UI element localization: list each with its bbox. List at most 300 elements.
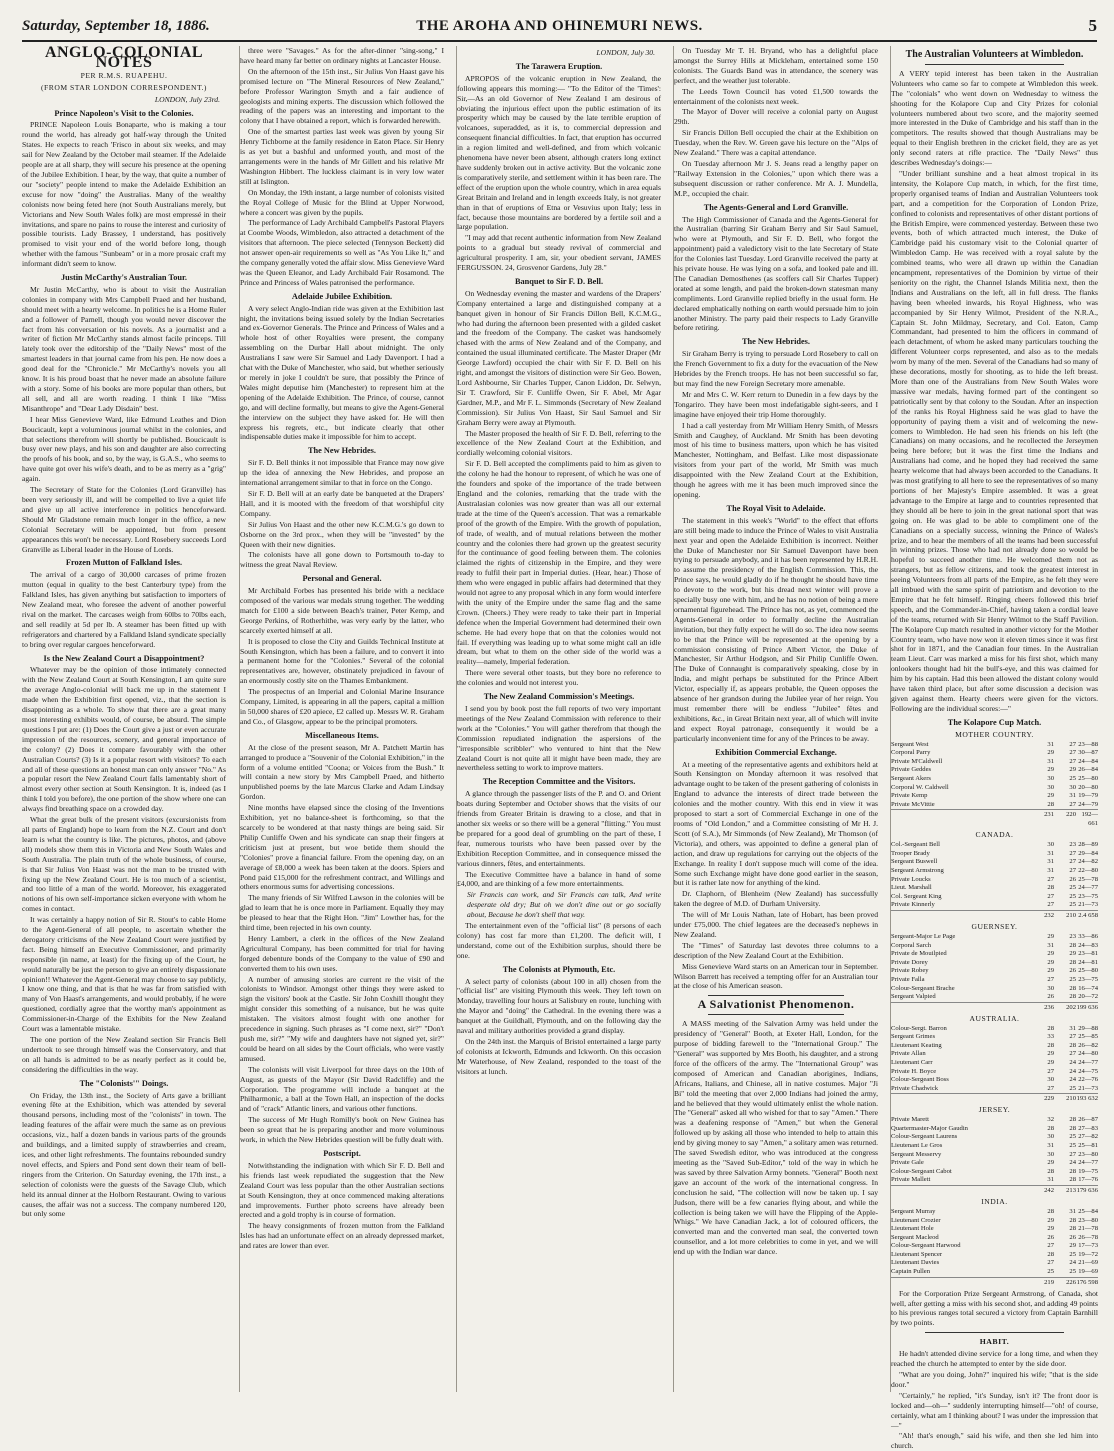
column-3 — [456, 46, 661, 1392]
score-500: 28 — [1069, 993, 1076, 1001]
article-paragraph: I had a call yesterday from Mr William Henry Smith, of Messrs Smith and Caughey, of Auckland. Mr Smith has been devoting most of his time to business matters, upon which he has visited Manchester, Nottingham, and Belfast. Like most dispassionate visitors from your part of the world, Mr Smith was much disappointed with the New Zealand Court at the Exhibition, though he agrees with me it has been much improved since the opening. — [674, 420, 878, 499]
player-name: Lieutenant Davies — [891, 1259, 940, 1267]
article-paragraph: On Tuesday afternoon Mr J. S. Jeans read a lengthy paper on "Railway Extension in the Colonies," upon which there was a subsequent discussion or rather conference. Mr A. J. Mundella, M.P., occupied the chair. — [674, 158, 878, 198]
player-name: Private Geddes — [891, 766, 932, 774]
score-500: 25 — [1069, 1142, 1076, 1150]
section-heading: The Royal Visit to Adelaide. — [726, 503, 826, 513]
team-total: 229 — [1044, 1095, 1054, 1103]
score-row — [891, 942, 1098, 951]
score-600-total: 23—80 — [1078, 1216, 1098, 1224]
score-600-total: 24—77 — [1078, 1058, 1098, 1066]
article-paragraph: The Leeds Town Council has voted £1,500 towards the entertainment of the colonists next week. — [674, 86, 878, 106]
score-row — [891, 867, 1098, 876]
score-row — [891, 967, 1098, 976]
score-500: 27 — [1069, 858, 1076, 866]
score-500: 25 — [1069, 1250, 1076, 1258]
score-200: 30 — [1047, 1076, 1054, 1084]
team-total: 199 636 — [1076, 1003, 1098, 1011]
section-heading: The "Colonists'" Doings. — [79, 1078, 169, 1088]
article-paragraph: A very select Anglo-Indian ride was given at the Exhibition last night, the invitations being issued solely by the Indian Secretaries and ex-Governor Generals. The Prince and Princess of Wales and a whole host of other Royalties were present, the company assembling on the Durbar Hall about midnight. The only Australians I saw were Sir Samuel and Lady Davenport. I had a chat with the Duke of Manchester, who said, but whether seriously or merely in joke I couldn't be sure, that possibly the Prince of Wales might deputise him (Manchester) to represent him at the opening of the Adelaide Exhibition. The Prince, of course, cannot go, and will decline formally, but means to give the Agent-General the interview on the subject they have asked for. He will then express his regrets, etc., but indicate clearly that other indispensable duties make it impossible for him to accept. — [240, 303, 444, 442]
score-row — [891, 1208, 1098, 1217]
article-paragraph: I send you by book post the full reports of two very important meetings of the New Zealand Commission with reference to their work at the "Colonies." You will gather therefrom that though the Commission repudiated indignation the aspersions of the "irresponsible scribbler" who ventured to hint that the New Zealand Court is not quite all it might have been made, they are nevertheless setting to work to improve matters. — [457, 704, 661, 773]
score-600-total: 19—75 — [1078, 1167, 1098, 1175]
article-paragraph: Notwithstanding the indignation with which Sir F. D. Bell and his friends last week repudiated the suggestion that the New Zealand Court was less popular than the other Australian sections at South Kensington, they at once commenced making alterations and improvements. Further photo screens have already been erected and a gold trophy is in course of formation. — [240, 1160, 444, 1220]
player-name: Lieut. Marshall — [891, 884, 932, 892]
score-500: 28 — [1069, 1225, 1076, 1233]
score-200: 31 — [1047, 858, 1054, 866]
player-name: Sergeant West — [891, 740, 929, 748]
player-name: Lieutenant Carr — [891, 1058, 933, 1066]
team-total-row — [891, 1093, 1098, 1103]
column-5 — [890, 46, 1098, 1451]
article-paragraph: Dr. Claphorn, of Blenheim (New Zealand) has successfully taken the degree of M.D. of Durham University. — [674, 889, 878, 909]
article-paragraph: On Tuesday Mr T. H. Bryand, who has a delightful place amongst the Surrey Hills at Mickleham, entertained some 150 colonists. The Guards Band was in attendance, the scenery was perfect, and the weather just tolerable. — [674, 46, 878, 85]
score-row — [891, 1133, 1098, 1142]
score-500: 25 — [1069, 975, 1076, 983]
team-total: 176 598 — [1076, 1278, 1098, 1286]
score-row — [891, 1050, 1098, 1059]
article-paragraph: A select party of colonists (about 100 in all) chosen from the "official list" are visiting Plymouth this week. They left town on Monday, travelling four hours at Salisbury en route, lunching with the Mayor and "doing" the Cathedral. In the evening there was a banquet at the Guildhall, Plymouth, and on the following day the naval and military authorities provided a grand display. — [457, 976, 661, 1036]
score-500: 28 — [1069, 1116, 1076, 1124]
score-200: 29 — [1047, 749, 1054, 757]
score-200: 28 — [1047, 884, 1054, 892]
article-paragraph: Mr and Mrs C. W. Kerr return to Dunedin in a few days by the Tongariro. They have been most indefatigable sight-seers, and I imagine have enjoyed their trip Home thoroughly. — [674, 389, 878, 419]
player-name: Private H. Boyce — [891, 1067, 937, 1075]
score-row — [891, 876, 1098, 885]
score-500: 24 — [1069, 1259, 1076, 1267]
score-500: 27 — [1069, 749, 1076, 757]
article-paragraph: Henry Lambert, a clerk in the offices of the New Zealand Agricultural Company, has been committed for trial for having forged debenture bonds of the Company to the value of £90 and converted them to his own uses. — [240, 933, 444, 973]
team-total: 202 — [1066, 1003, 1076, 1011]
score-600-total: 17—76 — [1078, 1176, 1098, 1184]
score-500: 27 — [1069, 849, 1076, 857]
score-500: 28 — [1069, 941, 1076, 949]
team-total: 219 — [1044, 1278, 1054, 1286]
score-row — [891, 1059, 1098, 1068]
team-total — [891, 911, 1032, 920]
team-total: 242 — [1044, 1187, 1054, 1194]
article-paragraph: The Secretary of State for the Colonies (Lord Granville) has been very seriously ill, and will be compelled to live a quiet life and give up all active interference in politics henceforward. Should Mr Gladstone remain much longer in the office, a new Colonial Secretary will be appointed, but from present appearances this won't be necessary. Lord Rosebery succeeds Lord Granville as Liberal leader in the House of Lords. — [22, 485, 226, 554]
article-paragraph: One of the smartest parties last week was given by young Sir Henry Tichborne at the family residence in Eaton Place. Sir Henry is as yet but a bashful and unformed youth, and most of the arrangements were in the hands of Mr Gillett and his relative Mr Washington Hibbert. The luckless claimant is in very low water still at Islington. — [240, 127, 444, 186]
player-name: Col. Sergeant King — [891, 892, 942, 900]
article-paragraph: Sir F. D. Bell thinks it not impossible that France may now give up the idea of annexing the New Hebrides, and propose an international arrangement similar to that in force on the Congo. — [240, 458, 444, 488]
section-rule — [925, 1332, 1064, 1333]
score-500: 24 — [1069, 1058, 1076, 1066]
article-paragraph: I hear Miss Genevieve Ward, like Edmund Leathes and Dion Boucicault, kept a voluminous journal whilst in the colonies, and that selections therefrom will shortly be published. Boucicault is busy over new plays, and his son and daughter are also correcting the proofs of his book, and so, by the way, is G.A.S., who seems to have quite got over his wife's death, and to be as merry as a "grig" again. — [22, 414, 226, 484]
score-600-total: 24—75 — [1078, 1067, 1098, 1075]
score-200: 27 — [1047, 975, 1054, 983]
section-heading: Adelaide Jubilee Exhibition. — [291, 291, 393, 301]
score-600-total: 25—85 — [1078, 1033, 1098, 1041]
score-600-total: 19—72 — [1078, 1250, 1098, 1258]
score-row — [891, 1234, 1098, 1243]
score-200: 28 — [1047, 1207, 1054, 1215]
score-500: 26 — [1069, 1233, 1076, 1241]
score-200: 31 — [1047, 740, 1054, 748]
article-paragraph: He hadn't attended divine service for a long time, and when they reached the church he attempted to enter by the side door. — [891, 1349, 1098, 1369]
score-row — [891, 950, 1098, 959]
player-name: Lieutenant Le Gros — [891, 1142, 943, 1150]
score-200: 29 — [1047, 792, 1054, 800]
article-paragraph: PRINCE Napoleon Louis Bonaparte, who is making a tour round the world, has already got half-way through the United States. He expects to reach 'Frisco in about six weeks, and may sail for New Zealand by the October mail steamer. If the Adelaide people are at all sharp, they will secure his presence at the opening of the Jubilee Exhibition. I hear, by the way, that quite a number of our "society" people intend to make the Adelaide Exhibition an excuse for now "doing" the Australias. Many of the wealthy colonists now being feted here (not South Australians merely, but Victorians and New South Wales folk) are most empressé in their invitations, and spare no pains to rouse the interest and curiosity of possible tourists. Lady Brassey, I understand, has positively promised to visit your end of the world before long, though whether with the famous "Sunbeam" or in a more prosaic craft my informant didn't seem to know. — [22, 120, 226, 269]
score-600-total: 29—84 — [1078, 849, 1098, 857]
article-paragraph: Mr Justin McCarthy, who is about to visit the Australian colonies in company with Mrs Campbell Praed and her husband, should meet with a hearty welcome. In politics he is a Home Ruler and a follower of Parnell, though you would never discover the fact from his conversation or his novels. As a journalist and a writer of fiction Mr McCarthy stands almost facile princeps. Till lately took over the editorship of the "Daily News" most of the smartest leaders in that journal came from his pen. He now does a good deal for the "Chronicle." Mr McCarthy's novels you all know. It is his proud boast that he never made an absolute failure with a story. Some of his books are more popular than others, but all sell, and all are worth reading. I think I like "Miss Misanthrope" and "Dear Lady Disdain" best. — [22, 284, 226, 413]
team-name: INDIA. — [981, 1197, 1008, 1206]
article-paragraph: The High Commissioner of Canada and the Agents-General for the Australian (barring Sir Graham Berry and Sir Saul Samuel, who were at Plymouth, and Sir F. D. Bell, who forgot the appointment) paid a valedictory visit to the late Secretary of State for the Colonies last Tuesday. Lord Granville received the party at his private house. He was lying on a sofa, and looked pale and ill. The Canadian Demosthenes (as scoffers call Sir Charles Tupper) orated at some length, and paid the broken-down statesman many compliments. Lord Granville replied briefly in the usual form. He declared emphatically nothing on earth would persuade him to join another Ministry. The party paid their respects to Lady Granville before retiring. — [674, 214, 878, 333]
team-name: GUERNSEY. — [971, 922, 1018, 932]
score-500: 30 — [1069, 783, 1076, 791]
score-600-total: 24—81 — [1078, 958, 1098, 966]
column-1 — [22, 46, 226, 1392]
score-row — [891, 1242, 1098, 1251]
player-name: Private Loucks — [891, 875, 931, 883]
section-heading: The Agents-General and Lord Granville. — [703, 202, 849, 212]
correspondent-line: (FROM STAR LONDON CORRESPONDENT.) — [41, 82, 207, 92]
article-paragraph: On Friday, the 13th inst., the Society of Arts gave a brilliant evening fête at the Exhibition, which was attended by several thousand persons, including most of the "colonists" in town. The leading features of the affair were much the same as on previous occasions, viz., half a dozen bands in various parts of the grounds and buildings, and a limited supply of strawberries and cream, ices, and other light refreshments. The fountains rebounded sundry novel effects, and Spiers and Pond sent down their team of bell-ringers from the Criterion. On Saturday evening, the 17th inst., a selection of colonists were the guests of the Savage Club, which held its annual dinner at the Holborn Restaurant. Owing to various causes, the affair was not a success. The company numbered 120, but only some — [22, 1090, 226, 1219]
score-row — [891, 1116, 1098, 1125]
score-600-total: 25—80 — [1078, 775, 1098, 782]
score-200: 31 — [1047, 941, 1054, 949]
player-name: Private Allan — [891, 1050, 926, 1058]
score-200: 29 — [1047, 766, 1054, 774]
score-500: 25 — [1069, 775, 1076, 782]
score-row — [891, 1076, 1098, 1085]
score-500: 28 — [1069, 984, 1076, 992]
score-200: 31 — [1047, 1142, 1054, 1150]
score-600-total: 29—88 — [1078, 1024, 1098, 1032]
score-200: 27 — [1047, 1067, 1054, 1075]
score-200: 28 — [1047, 1024, 1054, 1032]
score-600-total: 24—82 — [1078, 858, 1098, 866]
team-total: 226 — [1066, 1278, 1076, 1286]
score-row — [891, 766, 1098, 775]
article-paragraph: The "Times" of Saturday last devotes three columns to a description of the New Zealand Court at the Exhibition. — [674, 940, 878, 960]
team-total-row — [891, 910, 1098, 920]
score-200: 29 — [1047, 967, 1054, 975]
score-600-total: 20—80 — [1078, 783, 1098, 791]
score-200: 29 — [1047, 950, 1054, 958]
score-200: 31 — [1047, 757, 1054, 765]
team-total: 192—661 — [1081, 811, 1098, 828]
score-500: 25 — [1069, 1268, 1076, 1276]
team-name: MOTHER COUNTRY. — [955, 729, 1034, 739]
section-heading: Miscellaneous Items. — [305, 730, 379, 740]
score-200: 30 — [1047, 1133, 1054, 1141]
score-row — [891, 884, 1098, 893]
score-200: 29 — [1047, 1159, 1054, 1167]
score-600-total: 19—79 — [1078, 792, 1098, 800]
score-600-total: 27—83 — [1078, 1124, 1098, 1132]
score-500: 27 — [1069, 757, 1076, 765]
score-600-total: 26—78 — [1078, 1233, 1098, 1241]
article-paragraph: Sir Francis Dillon Bell occupied the chair at the Exhibition on Tuesday, when the Rev. W. Green gave his lecture on the "Alps of New Zealand." There was a capital attendance. — [674, 128, 878, 158]
per-ship-line: PER R.M.S. RUAPEHU. — [80, 70, 168, 80]
issue-date: Saturday, September 18, 1886. — [22, 18, 210, 34]
section-heading: Banquet to Sir F. D. Bell. — [514, 276, 604, 286]
article-paragraph: The colonists have all gone down to Portsmouth to-day to witness the great Naval Review. — [240, 550, 444, 570]
score-600-total: 22—80 — [1078, 867, 1098, 875]
score-row — [891, 858, 1098, 867]
player-name: Colour-Sergeant Boss — [891, 1076, 949, 1084]
player-name: Sergeant Messervy — [891, 1150, 942, 1158]
score-row — [891, 749, 1098, 758]
score-200: 28 — [1047, 800, 1054, 808]
score-row — [891, 741, 1098, 750]
player-name: Private Marett — [891, 1116, 929, 1124]
score-200: 30 — [1047, 984, 1054, 992]
player-name: Private Dorey — [891, 958, 928, 966]
player-name: Private Chadwick — [891, 1084, 939, 1092]
article-paragraph: For the Corporation Prize Sergeant Armstrong, of Canada, shot well, after getting a miss with his second shot, and adding 49 points to his previous ranges total secured a victory from Captain Barnhill by two points. — [891, 1288, 1098, 1328]
article-paragraph: The entertainment even of the "official list" (8 persons of each colony) has cost far more than £1,200. The deficit will, I understand, come out of the Exhibition surplus, should there be one. — [457, 921, 661, 960]
article-paragraph: APROPOS of the volcanic eruption in New Zealand, the following appears this morning:— "To the Editor of the 'Times': Sir,—As an old Governor of New Zealand I am desirous of obviating the injurious effect upon the public estimation of its prosperity which may be caused by the late terrible eruption of volcanoes, superadded, as it is, to commercial depression and consequent financial difficulties. In fact, that eruption has occurred in a region limited and well-defined, and from which volcanic phenomena have never been absent, although craters long extinct have suddenly broken out in active activity. But the volcanic zone is comparatively sterile, and settlement within it has been rare. The effect of the eruption upon the whole country, which in area equals Great Britain and Ireland and in length exceeds Italy, is not greater than in that of eruptions of Etna or Vesuvius upon Italy; less in fact, because those mountains are bordered by a fertile soil and a large population. — [457, 73, 661, 232]
player-name: Quartermaster-Major Gaudin — [891, 1124, 968, 1132]
score-600-total: 24—80 — [1078, 1050, 1098, 1058]
article-paragraph: Sir F. D. Bell accepted the compliments paid to him as given to the colony he had the honour to represent, of which he was one of the founders and spoke of the importance of the trade between England and the colonies, remarking that the trade with the Australasian colonies was now greater than was all our external trade at the time of the Queen's accession. That was a remarkable proof of the growth of the Empire. With the growth of population, of trade, of wealth, and of mutual relations between the mother country and the colonies there had grown up the greatest security for the continuance of good feeling between them. The colonies claimed the rights of citizenship in the Empire, and they were ready to fulfil their part in Imperial duties. (Hear, hear.) Those of them who were engaged in public affairs had determined that they would not agree to any proposal which in any form would interfere with the unity of the Empire under the same flag and the same Crown. (Cheers.) They were ready to take their part in Imperial defence when the Imperial Government had determined their own scheme. He had every hope that on that the colonies would not fail. If everything was leading up to what some might call an idle dream, but what to them on the other side of the world was a reality—namely, Imperial federation. — [457, 459, 661, 667]
article-paragraph: On Monday, the 19th instant, a large number of colonists visited the Royal College of Music for the Blind at Upper Norwood, where a concert was given by the pupils. — [240, 187, 444, 217]
score-200: 29 — [1047, 1050, 1054, 1058]
score-row — [891, 784, 1098, 793]
section-heading: The New Hebrides. — [742, 337, 810, 347]
score-600-total: 33—86 — [1078, 932, 1098, 940]
score-600-total: 28—89 — [1078, 841, 1098, 849]
article-paragraph: The many friends of Sir Wilfred Lawson in the colonies will be glad to learn that he is once more in Parliament. Equally they may be pleased to hear that the Right Hon. "Jim" Lowther has, for the third time, been rejected in his own county. — [240, 893, 444, 933]
player-name: Colour-Sergeant Brache — [891, 984, 955, 992]
score-row — [891, 933, 1098, 942]
player-name: Private Kemp — [891, 792, 928, 800]
section-heading: The Reception Committee and the Visitors. — [482, 777, 636, 787]
article-paragraph: The Mayor of Dover will receive a colonial party on August 29th. — [674, 107, 878, 127]
score-row — [891, 1033, 1098, 1042]
team-total — [891, 1003, 1032, 1012]
article-paragraph: Nine months have elapsed since the closing of the Inventions Exhibition, yet no balance-sheet is forthcoming, so that the scarcely to be wondered at that nasty things are being said. Sir Philip Cunliffe Owen and his syndicate can snap their fingers at criticism just at present, but woe betide them should the "Colonies" prove a financial failure. From the opening day, on an average of £8,000 a week has been taken at the doors. Spiers and Pond paid £15,000 for the refreshment contract, and Willings and others enormous sums for advertising concessions. — [240, 803, 444, 892]
score-500: 28 — [1069, 1216, 1076, 1224]
team-total: 213 — [1066, 1187, 1076, 1194]
score-500: 26 — [1069, 875, 1076, 883]
article-paragraph: The performance of Lady Archibald Campbell's Pastoral Players at Coombe Woods, Wimbledon, also attracted a detachment of the visitors that afternoon. The piece selected (Tennyson Beckett) did not answer open-air requirements so well as "As You Like It," and the company generally voted the affair slow. Miss Genevieve Ward was the Queen Eleanor, and Lady Archibald Fair Rosamond. The Prince and Princess of Wales patronised the performance. — [240, 218, 445, 287]
score-500: 28 — [1069, 958, 1076, 966]
article-paragraph: The Executive Committee have a balance in hand of some £4,000, and are thinking of a few more entertainments. — [457, 869, 661, 889]
score-500: 25 — [1069, 892, 1076, 900]
team-total: 210 — [1066, 912, 1076, 920]
score-200: 29 — [1047, 958, 1054, 966]
article-paragraph: It was certainly a happy notion of Sir R. Stout's to cable Home to the Agent-General of all people, to ascertain whether the derogatory criticisms of the New Zealand Court were justified by fact. Being himself an Executive Commissioner, and primarily responsible (in name, at least) for the fixing up of the Court, he would naturally be just the person to give an entirely dispassionate opinion!! Whatever the Agent-General may choose to say publicly, I know one thing, and that is that he was far from satisfied with many of Von Haast's arrangements, and would probably, if he were questioned, cordially agree that the worthy man's appointment as Commissioner-in-Charge of the Exhibits for the New Zealand Court was a lamentable mistake. — [22, 915, 226, 1034]
score-200: 29 — [1047, 932, 1054, 940]
player-name: Lieutenant Hole — [891, 1225, 934, 1233]
player-name: Colour-Sergt. Barron — [891, 1024, 947, 1032]
score-500: 24 — [1069, 1067, 1076, 1075]
team-total: 231 — [1044, 811, 1054, 819]
team-total — [891, 810, 1032, 828]
article-paragraph: "What are you doing, John?" inquired his wife; "that is the side door." — [891, 1370, 1098, 1389]
page-number: 5 — [1088, 16, 1097, 35]
player-name: Private M'Caldwell — [891, 757, 943, 765]
team-total-row — [891, 1002, 1098, 1012]
section-heading: Postscript. — [323, 1148, 361, 1158]
player-name: Private Mallett — [891, 1176, 931, 1184]
score-row — [891, 1217, 1098, 1226]
score-500: 25 — [1069, 1084, 1076, 1092]
score-500: 24 — [1069, 1159, 1076, 1167]
score-500: 27 — [1069, 1050, 1076, 1058]
article-paragraph: A glance through the passenger lists of the P. and O. and Orient boats during September and October shows that the visits of our friends from Greater Britain is drawing to a close, and that in another six weeks or so there will be a general "flitting." You must be prepared for a good deal of grumbling on the part of these, I fear, numerous tourists who have been passed over by the Exhibition Reception Committee, and in consequence missed the various dinners, fêtes, and entertainments. — [457, 789, 661, 868]
score-200: 29 — [1047, 1216, 1054, 1224]
score-600-total: 19—69 — [1078, 1268, 1098, 1276]
column-4 — [673, 46, 878, 1392]
team-total: 220 — [1066, 811, 1076, 819]
column-2 — [239, 46, 444, 1392]
score-200: 27 — [1047, 892, 1054, 900]
section-rule — [708, 1014, 844, 1015]
score-row — [891, 1042, 1098, 1051]
score-600-total: 26—84 — [1078, 766, 1098, 774]
score-row — [891, 1151, 1098, 1160]
player-name: Colour-Sergeant Cabot — [891, 1167, 952, 1175]
player-name: Private de Mouilpied — [891, 950, 947, 958]
score-200: 26 — [1047, 993, 1054, 1001]
article-paragraph: A number of amusing stories are current re the visit of the colonists to Windsor. Amongst other things they were asked to sign the visitors' book at the Castle. Sir John Coxhill thought they might consider this something of a nuisance, but he was quite mistaken. The visitors almost fought with one another for precedence in signing. Such phrases as "I come next, sir?" "Don't push me, sir?" "My wife and daughters have not signed yet, sir?" could be heard on all sides by the Court officials, who were vastly amused. — [240, 974, 444, 1063]
article-paragraph: Miss Genevieve Ward starts on an American tour in September. Wilson Barrett has received a tempting offer for an Australian tour at the close of his American season. — [674, 961, 878, 991]
team-total: 179 636 — [1076, 1187, 1098, 1194]
article-paragraph: On the 24th inst. the Marquis of Bristol entertained a large party of colonists at Ickworth, Edmunds and Ickworth. On this occasion Mr Waterhouse, of New Zealand, responded to the toast of the visitors at lunch. — [457, 1037, 661, 1076]
section-heading: Frozen Mutton of Falkland Isles. — [65, 558, 183, 568]
score-600-total: 24—83 — [1078, 941, 1098, 949]
masthead — [22, 10, 1097, 42]
score-600-total: 24—84 — [1078, 757, 1098, 765]
score-200: 25 — [1047, 1268, 1054, 1276]
player-name: Trooper Brady — [891, 849, 930, 857]
score-600-total: 21—73 — [1078, 901, 1098, 909]
player-name: Sergeant-Major Le Page — [891, 932, 956, 940]
verse: Sir Francis can work, and Sir Francis can talk, And write desperate old dry; But oh we don't dine out or go socially about, Because he don't shell that way. — [467, 890, 661, 920]
article-paragraph: At a meeting of the representative agents and exhibitors held at South Kensington on Monday afternoon it was resolved that advantage ought to be taken of the present gathering of colonists in England to advance the interests of direct trade between the colonies and the mother country. With this end in view it was proposed to start a sort of Commercial Exchange in one of the rooms of "Old London," and a Committee consisting of Mr H. J. Scott (of S.A.), Mr Simmonds (of New Zealand), Mr Thomson (of Victoria), and others, was appointed to define a general plan of action, and draw up regulations for carrying out the objects of the Exchange. In reality I don't suppose much will come of the idea. Some such Exchange might have done good earlier in the season, but it is rather late now for anything of the kind. — [674, 759, 878, 888]
player-name: Sergeant Grimes — [891, 1033, 936, 1041]
score-500: 31 — [1069, 792, 1076, 800]
article-paragraph: Sir F. D. Bell will at an early date be banqueted at the Drapers' Hall, and it is mooted with the freedom of that worshipful city Company. — [240, 488, 444, 518]
newspaper-title: THE AROHA AND OHINEMURI NEWS. — [416, 18, 703, 34]
article-paragraph: "Under brilliant sunshine and a heat almost tropical in its intensity, the Kolapore Cup match, in which, for the first time, properly organised teams of Indian and Australian Volunteers took part, and a competition for the Corporation of London Prize, confined to colonists and representatives of other distant portions of the British Empire, were commenced yesterday. Between these two events, both of which attracted much interest, the Duke of Cambridge paid his customary visit to the Colonial quarter of Wimbledon Camp. He was received with a royal salute by the combined teams, who were all drawn up within the Canadian encampment, representatives of the Dominion by virtue of their seniority on the right, the Channel Islands Militia next, then the Indians and Australians on the left, all in full dress. The flanks having been wheeled inwards, his Royal Highness, who was accompanied by Sir Henry Wilmot, President of the N.R.A., Captain St. John Mildmay, Secretary, and Col. Eaton, Camp Commandant, had presented to him the officers in command of each detachment, of whom he asked many particulars touching the different Volunteer corps represented, and also as to the medals worn by many of the men. Several of the Canadians had so many of these decorations, mostly for shooting, as to hide the left breast. More than one of the Australians from New South Wales wore massive war medals, having formed part of the contingent so patriotically sent by that colony to the Soudan. After an inspection of the ranks his Royal Highness said he was glad to have the opportunity of paying them a visit and of welcoming the new-comers to Wimbledon. He had seen his friends on his left (the Canadians) on many occasions, and he recollected the Jerseymen being here before; but it was the first time the Indians and Australians had come, and he hoped they had received the same hearty welcome that had always been accorded to the Canadians. It was most gratifying to all here to see the representatives of so many portions of her Majesty's Empire assembled. It was a great advantage to the Empire at large and to countries represented that they should all be here to join in the great national sport that was going on. He was glad to be able to compliment one of the Canadians on a specially success, winning the Prince of Wales's prize, and to hear the members of all the teams had been successful in winning prizes. Those who had not already done so would be hopeful to succeed another time. He welcomed them not as strangers, but as fellow citizens, and took the greatest interest in seeing Volunteers from all parts of the Empire, as he felt they were all imbued with the same spirit of patriotism and devotion to the Empire that he felt himself. Ringing cheers followed this brief speech, and the Commander-in-Chief, having taken a cordial leave of the teams, returned with Sir Henry Wilmot to the Staff Pavilion. The Kolapore Cup match resulted in another victory for the Mother Country team, who have now won it eleven times since it was first shot for in 1871, and the Canadian four times. In the Australian team Lieut. Carr was marked a miss for his first shot, which many onlookers thought had hit the bull's-eye, and this was claimed for him by his captain. Had this been allowed the distant colony would have taken third place, but after some discussion a decision was given against them. Hearty cheers were given for the victors. Following are the individual scores:—" — [891, 168, 1098, 713]
article-paragraph: The one portion of the New Zealand section Sir Francis Bell undertook to see through himself was the Conservatory, and that on all hands is admitted to be as nearly perfect as it could be, considering the difficulties in the way. — [22, 1035, 226, 1074]
score-600-total: 25—80 — [1078, 967, 1098, 975]
score-600-total: 24—77 — [1078, 1159, 1098, 1167]
player-name: Captain Pullen — [891, 1268, 931, 1276]
team-total: 2.4 658 — [1078, 912, 1098, 920]
section-heading: Prince Napoleon's Visit to the Colonies. — [54, 108, 194, 118]
section-heading: Is the New Zealand Court a Disappointment? — [43, 653, 205, 663]
score-600-total: 24—79 — [1078, 800, 1098, 808]
score-200: 28 — [1047, 1041, 1054, 1049]
article-paragraph: A VERY tepid interest has been taken in the Australian Volunteers who came so far to compete at Wimbledon this week. The "colonials" who went down on Wednesday to witness the shooting for the Kolapore Cup and City Prizes for colonial volunteers numbered about two score, and the majority seemed more interested in the Duke of Cambridge and his staff than in the competitors. The results showed that though Australians may be equal to their English brethren in the cricket field, they are as yet only second raters at rifle practice. The "Daily News" thus describes Wednesday's doings:— — [891, 68, 1098, 168]
article-paragraph: Sir Julius Von Haast and the other new K.C.M.G.'s go down to Osborne on the 3rd prox., when they will be "invested" by the Queen with their new dignities. — [240, 519, 444, 549]
article-paragraph: The Master proposed the health of Sir F. D. Bell, referring to the excellence of the New Zealand Court at the Exhibition, and cordially welcoming colonial visitors. — [457, 428, 661, 458]
score-500: 27 — [1069, 740, 1076, 748]
team-name: JERSEY. — [978, 1105, 1011, 1115]
anglo-colonial-notes-heading: ANGLO-COLONIAL NOTES — [44, 44, 204, 71]
score-600-total: 21—78 — [1078, 1225, 1098, 1233]
player-name: Sergeant Valpied — [891, 993, 936, 1001]
section-heading: Justin McCarthy's Australian Tour. — [60, 273, 188, 283]
kolapore-table-title: The Kolapore Cup Match. — [947, 717, 1042, 727]
score-200: 33 — [1047, 1033, 1054, 1041]
player-name: Colour-Sergeant Laurens — [891, 1133, 958, 1141]
article-paragraph: It is proposed to close the City and Guilds Technical Institute at South Kensington, which has been a failure, and to convert it into a permanent home for the "Colonies." Several of the colonial representatives are, however, obstinately prejudiced in favour of an enormously costly site on the Thames Embankment. — [240, 636, 444, 686]
section-heading: The New Zealand Commission's Meetings. — [483, 692, 635, 702]
score-row — [891, 1225, 1098, 1234]
score-500: 25 — [1069, 1133, 1076, 1141]
score-row — [891, 792, 1098, 801]
score-row — [891, 959, 1098, 968]
score-200: 28 — [1047, 1250, 1054, 1258]
score-600-total: 25—81 — [1078, 1142, 1098, 1150]
score-200: 27 — [1047, 1084, 1054, 1092]
score-500: 28 — [1069, 1041, 1076, 1049]
score-200: 30 — [1047, 775, 1054, 782]
article-paragraph: What the great bulk of the present visitors (excursionists from all parts of England) hope to learn from the N.Z. Court and don't learn is what the country is like. The pictures, photos, and (above all) models show them this in Victoria and New South Wales and South Australia. The plain truth of the whole business, of course, is that Sir Julius Von Haast was not the man to be trusted with fixing up the New Zealand Court. He is too much of a scientist, and too little of a man of the world. Moreover, his exaggerated notions of his own self-importance sicken everyone with whom he comes in contact. — [22, 815, 226, 914]
score-row — [891, 901, 1098, 910]
article-paragraph: At the close of the present season, Mr A. Patchett Martin has arranged to produce a "Souvenir of the Colonial Exhibition," in the form of a volume entitled "Coona; or Voices from the Bush." It will contain a new story by Mrs Campbell Praed, and hitherto unpublished poems by the late Marcus Clarke and Adam Lindsay Gordon. — [240, 742, 444, 802]
score-row — [891, 841, 1098, 850]
score-500: 27 — [1069, 800, 1076, 808]
article-paragraph: The will of Mr Louis Nathan, late of Hobart, has been proved under £75,000. The chief legatees are the deceased's nephews in New Zealand. — [674, 910, 878, 939]
article-paragraph: three were "Savages." As for the after-dinner "sing-song," I have heard many far better on ordinary nights at Lancaster House. — [240, 46, 444, 65]
player-name: Private Robey — [891, 967, 929, 975]
score-500: 27 — [1069, 1033, 1076, 1041]
team-total: 193 632 — [1076, 1095, 1098, 1103]
score-table — [891, 730, 1098, 1287]
player-name: Private Kinnerly — [891, 901, 935, 909]
score-200: 27 — [1047, 1259, 1054, 1267]
score-row — [891, 985, 1098, 994]
score-200: 29 — [1047, 1058, 1054, 1066]
score-row — [891, 1125, 1098, 1134]
article-paragraph: The statement in this week's "World" to the effect that efforts are still being made to induce the Prince of Wales to visit Australia next year and open the Adelaide Exhibition is incorrect. Neither the Duke of Manchester nor Sir Samuel Davenport have been trying to persuade anybody, and it has been represented by H.R.H. to assume the presidency of the English Commission. This, the Prince says, he would gladly do if he thought he should have time to devote to the work, but his dread next winter will prove a specially busy one with him, and he has no notion of being a mere ornamental figurehead. The Prince has not, as yet, commenced the Agents-General in order to formally decline the Australian invitation, but they fully expect he will do so. The idea now seems to be that the Prince will be represented at the opening by a commission consisting of Prince Albert Victor, the Duke of Manchester, Sir Arthur Hodgson, and Sir Philip Cunliffe Owen. The Duke of Connaught is comparatively speaking, close by in India, and might perhaps be substituted for the Prince Albert Victor, especially if, as appears probable, the Queen opposes the absence of her grandson during the Jubilee year of her reign. You must remember there will be endless "Jubilee" fêtes and exhibitions, &c., in Great Britain next year, all of which will invite and expect Royal patronage, consequently it would be a particularly inconvenient time for any of the Princes to be away. — [674, 515, 878, 743]
score-row — [891, 758, 1098, 767]
score-600-total: 21—69 — [1078, 1259, 1098, 1267]
score-200: 27 — [1047, 901, 1054, 909]
player-name: Sergeant Akers — [891, 775, 931, 782]
team-total: 210 — [1066, 1095, 1076, 1103]
score-500: 29 — [1069, 1242, 1076, 1250]
article-paragraph: Sir Graham Berry is trying to persuade Lord Rosebery to call on the French Government to fix a duty for the evacuation of the New Hebrides by the French troops. He has not been successful so far, but may find the new Foreign Secretary more amenable. — [674, 349, 878, 388]
score-600-total: 25—78 — [1078, 875, 1098, 883]
score-row — [891, 1168, 1098, 1177]
team-total — [891, 1186, 1032, 1195]
score-row — [891, 893, 1098, 902]
player-name: Private Falla — [891, 975, 925, 983]
player-name: Corporal Parry — [891, 749, 931, 757]
player-name: Corporal W. Caldwell — [891, 783, 949, 791]
score-row — [891, 1176, 1098, 1185]
score-row — [891, 993, 1098, 1002]
score-200: 27 — [1047, 875, 1054, 883]
article-paragraph: Whatever may be the opinion of those intimately connected with the New Zealand Court at South Kensington, I am quite sure the average Anglo-colonial will back me up in the statement I made when the Exhibition first opened, viz., that the section is disappointing as a whole. To show that there are a great many most interesting exhibits would, of course, be absurd. The simple questions I put are: (1) Does the Court give a just or even accurate impression of the resources, scenery, and general importance of the colony? (2) Does it compare favourably with the other Australian Courts? (3) Is it a popular resort with visitors? To each and all of these questions an honest man can only answer "No." As a popular resort the New Zealand Court falls lamentably short of almost every other section at South Kensington. It is, indeed (as I think I told you before), the one portion of the show where one can always find breathing space on a crowded day. — [22, 665, 226, 814]
score-600-total: 23—75 — [1078, 892, 1098, 900]
section-heading: Personal and General. — [302, 574, 382, 584]
score-600-total: 23—75 — [1078, 975, 1098, 983]
score-row — [891, 850, 1098, 859]
player-name: Corporal Sarch — [891, 941, 932, 949]
score-row — [891, 1142, 1098, 1151]
score-500: 24 — [1069, 1076, 1076, 1084]
score-500: 28 — [1069, 1124, 1076, 1132]
score-row — [891, 1251, 1098, 1260]
score-row — [891, 1025, 1098, 1034]
player-name: Colour-Sergeant Harwood — [891, 1242, 961, 1250]
score-200: 28 — [1047, 1124, 1054, 1132]
section-heading: Exhibition Commercial Exchange. — [715, 747, 837, 757]
section-rule — [925, 64, 1064, 65]
score-600-total: 26—82 — [1078, 1041, 1098, 1049]
